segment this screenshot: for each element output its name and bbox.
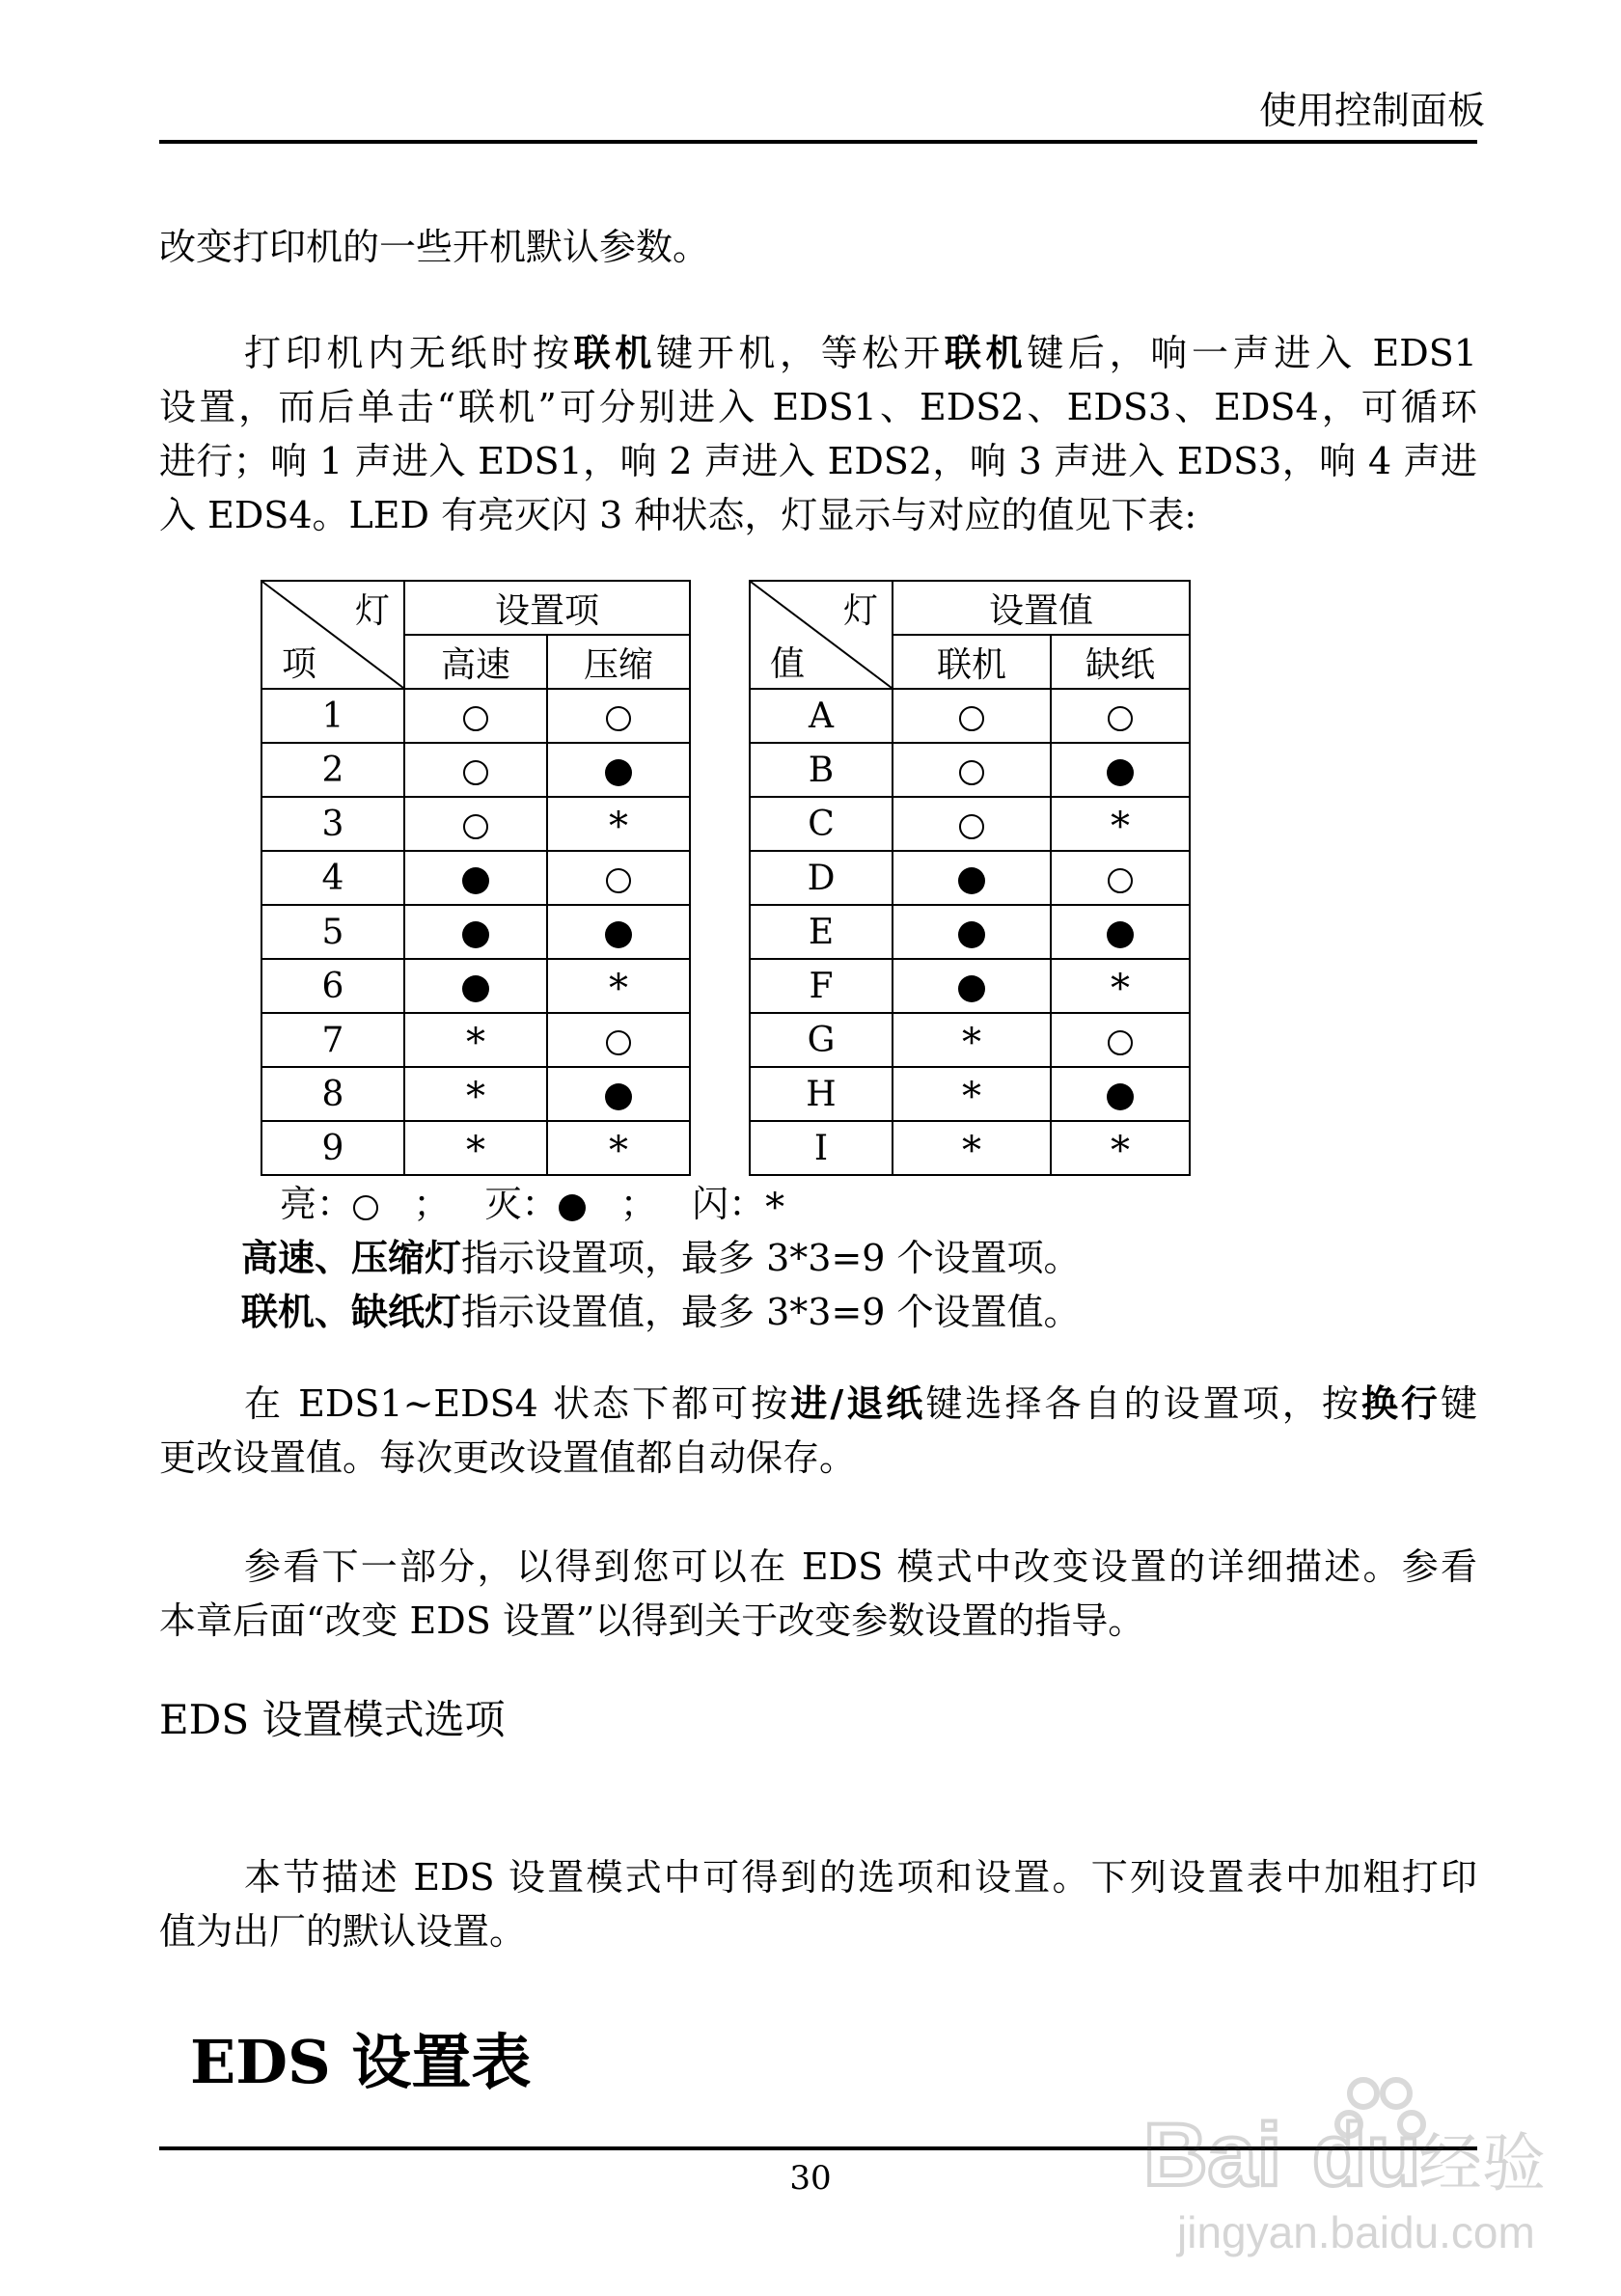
- items-led-state-cell: [547, 689, 690, 743]
- flash-asterisk-icon: *: [962, 1020, 981, 1065]
- items-led-state-cell: [404, 797, 547, 851]
- items-led-state-cell: [547, 851, 690, 905]
- values-led-state-cell: [893, 1067, 1051, 1121]
- items-led-state-cell: [547, 1121, 690, 1175]
- paragraph-section-desc-line2: 值为出厂的默认设置。: [159, 1910, 527, 1953]
- unlit-dot-icon: [605, 759, 632, 786]
- baidu-jingyan-watermark: [1143, 2064, 1546, 2262]
- column-header-paper-out: 缺纸: [1051, 635, 1190, 689]
- flash-asterisk-icon: *: [962, 1128, 981, 1173]
- values-led-state-cell: [1051, 905, 1190, 959]
- values-row: [750, 959, 1190, 1013]
- lit-circle-icon: [959, 760, 984, 785]
- paragraph-eds-line3: 进行；响 1 声进入 EDS1，响 2 声进入 EDS2，响 3 声进入 EDS3，响 4 声进: [159, 440, 1477, 482]
- flash-asterisk-icon: *: [962, 1074, 981, 1119]
- items-row-label: 2: [261, 743, 404, 797]
- corner-label-lamp: 灯: [354, 591, 390, 631]
- running-header: 使用控制面板: [1258, 90, 1485, 133]
- column-header-compress: 压缩: [547, 635, 690, 689]
- values-group-header: 设置值: [893, 581, 1190, 635]
- values-led-state-cell: [1051, 959, 1190, 1013]
- unlit-dot-icon: [958, 975, 985, 1002]
- lit-circle-icon: [959, 706, 984, 731]
- paragraph-see-next-line1: 参看下一部分，以得到您可以在 EDS 模式中改变设置的详细描述。参看: [244, 1545, 1477, 1588]
- items-row: [261, 1067, 690, 1121]
- values-led-state-cell: [1051, 1121, 1190, 1175]
- items-led-state-cell: [547, 959, 690, 1013]
- unlit-dot-icon: [958, 921, 985, 948]
- items-led-state-cell: [404, 1067, 547, 1121]
- flash-asterisk-icon: *: [466, 1074, 485, 1119]
- values-row-label: E: [750, 905, 893, 959]
- unlit-dot-icon: [1107, 759, 1134, 786]
- items-row: [261, 1013, 690, 1067]
- watermark-url: jingyan.baidu.com: [1177, 2207, 1535, 2257]
- items-row-label: 7: [261, 1013, 404, 1067]
- items-led-state-cell: [404, 689, 547, 743]
- flash-asterisk-icon: *: [609, 804, 628, 849]
- values-row-label: D: [750, 851, 893, 905]
- items-led-state-cell: [547, 797, 690, 851]
- flash-asterisk-icon: *: [765, 1185, 785, 1230]
- items-row: [261, 689, 690, 743]
- column-header-high-speed: 高速: [404, 635, 547, 689]
- items-corner-cell: [261, 581, 404, 689]
- items-row-label: 1: [261, 689, 404, 743]
- values-row: [750, 743, 1190, 797]
- values-led-state-cell: [893, 797, 1051, 851]
- lit-circle-icon: [606, 868, 631, 893]
- unlit-dot-icon: [605, 1083, 632, 1110]
- values-row: [750, 1121, 1190, 1175]
- paragraph-intro: 改变打印机的一些开机默认参数。: [159, 226, 710, 268]
- values-row-label: A: [750, 689, 893, 743]
- watermark-brand-2: du: [1312, 2106, 1421, 2204]
- page-number: 30: [789, 2159, 832, 2198]
- paragraph-section-desc-line1: 本节描述 EDS 设置模式中可得到的选项和设置。下列设置表中加粗打印: [244, 1856, 1477, 1899]
- lit-circle-icon: [1108, 706, 1133, 731]
- flash-asterisk-icon: *: [466, 1128, 485, 1173]
- unlit-dot-icon: [1107, 921, 1134, 948]
- values-led-state-cell: [893, 905, 1051, 959]
- values-led-state-cell: [1051, 851, 1190, 905]
- section-heading: EDS 设置模式选项: [159, 1696, 506, 1743]
- values-row-label: C: [750, 797, 893, 851]
- items-led-state-cell: [404, 1013, 547, 1067]
- items-led-state-cell: [404, 959, 547, 1013]
- items-row-label: 4: [261, 851, 404, 905]
- flash-asterisk-icon: *: [1111, 1128, 1130, 1173]
- values-row: [750, 905, 1190, 959]
- items-row-label: 5: [261, 905, 404, 959]
- items-led-state-cell: [404, 905, 547, 959]
- flash-asterisk-icon: *: [609, 966, 628, 1011]
- values-led-state-cell: [893, 1121, 1051, 1175]
- note-setting-items: 高速、压缩灯指示设置项，最多 3*3=9 个设置项。: [241, 1236, 1081, 1279]
- lit-circle-icon: [1108, 1030, 1133, 1055]
- corner-label-item: 项: [282, 644, 317, 684]
- unlit-dot-icon: [462, 975, 489, 1002]
- lit-circle-icon: [463, 706, 488, 731]
- paragraph-eds-keys-line2: 更改设置值。每次更改设置值都自动保存。: [159, 1436, 857, 1479]
- items-led-state-cell: [547, 905, 690, 959]
- flash-asterisk-icon: *: [609, 1128, 628, 1173]
- values-row: [750, 1013, 1190, 1067]
- values-row-label: I: [750, 1121, 893, 1175]
- paragraph-eds-line2: 设置，而后单击“联机”可分别进入 EDS1、EDS2、EDS3、EDS4，可循环: [159, 386, 1477, 428]
- values-row-label: B: [750, 743, 893, 797]
- unlit-dot-icon: [462, 867, 489, 894]
- paragraph-see-next-line2: 本章后面“改变 EDS 设置”以得到关于改变参数设置的指导。: [159, 1599, 1145, 1642]
- watermark-suffix: 经验: [1418, 2126, 1546, 2200]
- items-row: [261, 905, 690, 959]
- items-row: [261, 851, 690, 905]
- led-legend: 亮： ； 灭： ； 闪：*: [280, 1183, 785, 1230]
- values-row-label: H: [750, 1067, 893, 1121]
- watermark-brand: Bai: [1143, 2106, 1282, 2204]
- values-led-state-cell: [1051, 1067, 1190, 1121]
- unlit-dot-icon: [605, 921, 632, 948]
- values-led-state-cell: [893, 851, 1051, 905]
- unlit-dot-icon: [958, 867, 985, 894]
- unlit-dot-icon: [462, 921, 489, 948]
- items-row: [261, 1121, 690, 1175]
- values-row: [750, 689, 1190, 743]
- paragraph-eds-keys-line1: 在 EDS1~EDS4 状态下都可按进/退纸键选择各自的设置项，按换行键: [244, 1381, 1477, 1425]
- items-table: [261, 580, 691, 1176]
- header-rule: [159, 140, 1477, 144]
- values-table: [749, 580, 1191, 1176]
- unlit-dot-icon: [1107, 1083, 1134, 1110]
- paragraph-eds-line4: 入 EDS4。LED 有亮灭闪 3 种状态，灯显示与对应的值见下表:: [159, 494, 1197, 536]
- values-corner-cell: [750, 581, 893, 689]
- flash-asterisk-icon: *: [1111, 966, 1130, 1011]
- corner-label-value: 值: [770, 644, 806, 684]
- lit-circle-icon: [463, 814, 488, 839]
- values-led-state-cell: [1051, 689, 1190, 743]
- values-row-label: F: [750, 959, 893, 1013]
- lit-circle-icon: [606, 1030, 631, 1055]
- items-row: [261, 743, 690, 797]
- items-row-label: 6: [261, 959, 404, 1013]
- values-led-state-cell: [893, 959, 1051, 1013]
- lit-circle-icon: [353, 1195, 378, 1220]
- lit-circle-icon: [463, 760, 488, 785]
- flash-asterisk-icon: *: [466, 1020, 485, 1065]
- values-led-state-cell: [1051, 1013, 1190, 1067]
- items-led-state-cell: [404, 743, 547, 797]
- items-row-label: 3: [261, 797, 404, 851]
- values-led-state-cell: [1051, 743, 1190, 797]
- eds-settings-table-heading: EDS 设置表: [190, 2027, 532, 2097]
- items-led-state-cell: [547, 1067, 690, 1121]
- values-led-state-cell: [893, 743, 1051, 797]
- note-setting-values: 联机、缺纸灯指示设置值，最多 3*3=9 个设置值。: [241, 1290, 1081, 1333]
- items-led-state-cell: [404, 851, 547, 905]
- lit-circle-icon: [606, 706, 631, 731]
- values-led-state-cell: [893, 689, 1051, 743]
- values-led-state-cell: [893, 1013, 1051, 1067]
- column-header-online: 联机: [893, 635, 1051, 689]
- items-led-state-cell: [404, 1121, 547, 1175]
- lit-circle-icon: [959, 814, 984, 839]
- corner-label-lamp: 灯: [842, 591, 878, 631]
- items-row-label: 9: [261, 1121, 404, 1175]
- items-row: [261, 959, 690, 1013]
- values-row: [750, 1067, 1190, 1121]
- unlit-dot-icon: [559, 1194, 586, 1221]
- items-group-header: 设置项: [404, 581, 690, 635]
- paragraph-eds-line1: 打印机内无纸时按联机键开机，等松开联机键后，响一声进入 EDS1: [244, 331, 1477, 374]
- flash-asterisk-icon: *: [1111, 804, 1130, 849]
- items-led-state-cell: [547, 1013, 690, 1067]
- values-row: [750, 797, 1190, 851]
- values-row: [750, 851, 1190, 905]
- values-row-label: G: [750, 1013, 893, 1067]
- items-led-state-cell: [547, 743, 690, 797]
- values-led-state-cell: [1051, 797, 1190, 851]
- items-row: [261, 797, 690, 851]
- items-row-label: 8: [261, 1067, 404, 1121]
- lit-circle-icon: [1108, 868, 1133, 893]
